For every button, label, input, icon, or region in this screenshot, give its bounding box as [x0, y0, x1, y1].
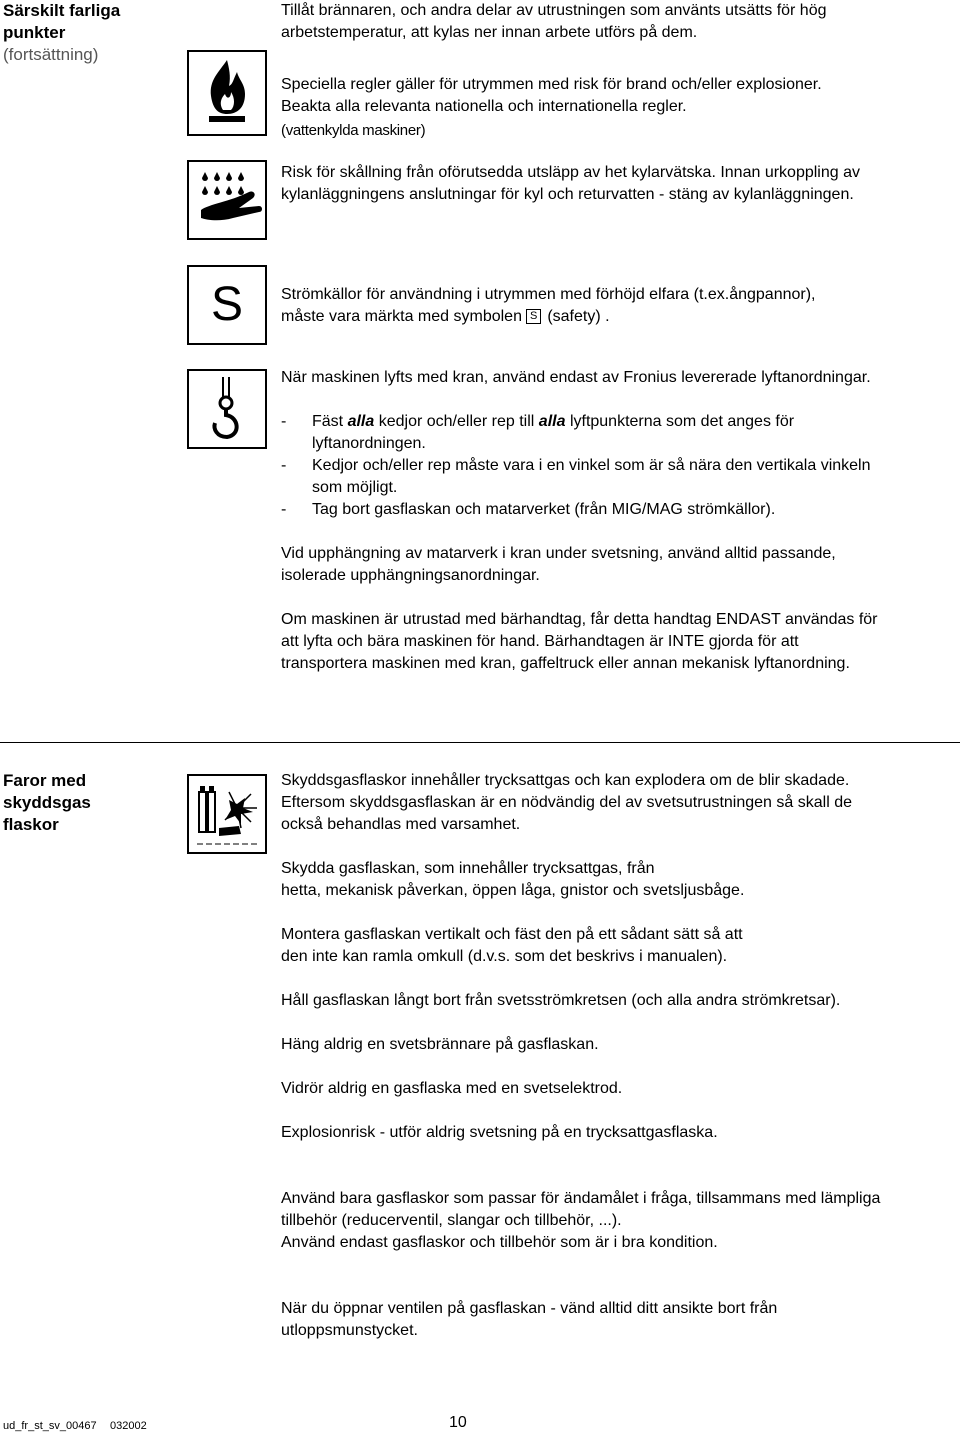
gas-paragraph-3a: Montera gasflaskan vertikalt och fäst den på ett sådant sätt så att: [281, 926, 743, 943]
paragraph-cooling: Tillåt brännaren, och andra delar av utrustningen som använts utsätts för hög arbetstemperatur, att kylas ner innan arbete utförs på dem.: [281, 2, 827, 41]
safety-s-icon: [187, 265, 267, 345]
list-item: - Kedjor och/eller rep måste vara i en vinkel som är så nära den vertikala vinkeln som möjligt.: [281, 457, 871, 496]
safety-s-letter: S: [210, 278, 243, 331]
footer-doc-code: ud_fr_st_sv_00467: [3, 1420, 97, 1432]
gas-paragraph-2b: hetta, mekanisk påverkan, öppen låga, gnistor och svetsljusbåge.: [281, 882, 745, 899]
paragraph-suspension: Vid upphängning av matarverk i kran under svetsning, använd alltid passande, isolerade upphängningsanordningar.: [281, 545, 836, 584]
section-divider: [0, 742, 960, 743]
paragraph-scald-risk: Risk för skållning från oförutsedda utsläpp av het kylarvätska. Innan urkoppling av kylanläggningens anslutningar för kyl och returvatten - stäng av kylanläggningen.: [281, 164, 860, 203]
footer-date: 032002: [110, 1420, 147, 1432]
gas-paragraph-6: Vidrör aldrig en gasflaska med en svetselektrod.: [281, 1080, 623, 1097]
gas-paragraph-8a: Använd bara gasflaskor som passar för ändamålet i fråga, tillsammans med lämpliga tillbehör (reducerventil, slangar och tillbehör, ...).: [281, 1190, 881, 1229]
section-subtitle: (fortsättning): [3, 45, 99, 64]
gas-paragraph-8b: Använd endast gasflaskor och tillbehör som är i bra kondition.: [281, 1234, 718, 1251]
safety-symbol-inline: S: [526, 309, 541, 324]
gas-paragraph-7: Explosionrisk - utför aldrig svetsning på en trycksattgasflaska.: [281, 1124, 718, 1141]
list-item: - Tag bort gasflaskan och matarverket (från MIG/MAG strömkällor).: [281, 501, 776, 518]
paragraph-crane-intro: När maskinen lyfts med kran, använd endast av Fronius levererade lyftanordningar.: [281, 369, 871, 386]
paragraph-safety-2: [281, 306, 951, 328]
crane-hook-icon: [187, 369, 267, 449]
fire-hazard-icon: [187, 50, 267, 136]
safety-text-a: måste vara märkta med symbolen: [281, 308, 522, 325]
gas-cylinder-explosion-icon: [187, 774, 267, 854]
list-item: - Fäst alla kedjor och/eller rep till alla lyftpunkterna som det anges för lyftanordningen.: [281, 413, 795, 452]
safety-text-b: (safety) .: [547, 308, 610, 325]
paragraph-fire-2: Beakta alla relevanta nationella och internationella regler.: [281, 98, 687, 115]
section-title: Särskilt farliga punkter: [3, 1, 121, 42]
paragraph-safety-1: Strömkällor för användning i utrymmen med förhöjd elfara (t.ex.ångpannor),: [281, 286, 816, 303]
page-number: 10: [449, 1414, 467, 1431]
gas-paragraph-9: När du öppnar ventilen på gasflaskan - vänd alltid ditt ansikte bort från utloppsmunstycket.: [281, 1300, 778, 1339]
paragraph-carry-handle: Om maskinen är utrustad med bärhandtag, får detta handtag ENDAST användas för att lyfta och bära maskinen för hand. Bärhandtagen är INTE gjorda för att transportera maskinen med kran, gaffeltruck eller annan mekanisk lyftanordning.: [281, 611, 878, 672]
gas-paragraph-5: Häng aldrig en svetsbrännare på gasflaskan.: [281, 1036, 599, 1053]
crane-lifting-list: [281, 411, 901, 521]
section-heading-gas-cylinders: [3, 770, 123, 836]
gas-cylinder-section-body: [281, 770, 881, 1342]
section-heading-hazard-points: [3, 0, 153, 66]
gas-paragraph-1: Skyddsgasflaskor innehåller trycksattgas och kan explodera om de blir skadade. Eftersom skyddsgasflaskan är en nödvändig del av svetsutrustningen så skall de också behandlas med varsamhet.: [281, 772, 852, 833]
paragraph-water-cooled-note: (vattenkylda maskiner): [281, 122, 426, 139]
paragraph-fire-1: Speciella regler gäller för utrymmen med risk för brand och/eller explosioner.: [281, 76, 822, 93]
scalding-hazard-icon: [187, 160, 267, 240]
gas-paragraph-2a: Skydda gasflaskan, som innehåller trycksattgas, från: [281, 860, 655, 877]
section-title: Faror med skyddsgas flaskor: [3, 771, 91, 834]
gas-paragraph-4: Håll gasflaskan långt bort från svetsströmkretsen (och alla andra strömkretsar).: [281, 992, 841, 1009]
gas-paragraph-3b: den inte kan ramla omkull (d.v.s. som det beskrivs i manualen).: [281, 948, 728, 965]
